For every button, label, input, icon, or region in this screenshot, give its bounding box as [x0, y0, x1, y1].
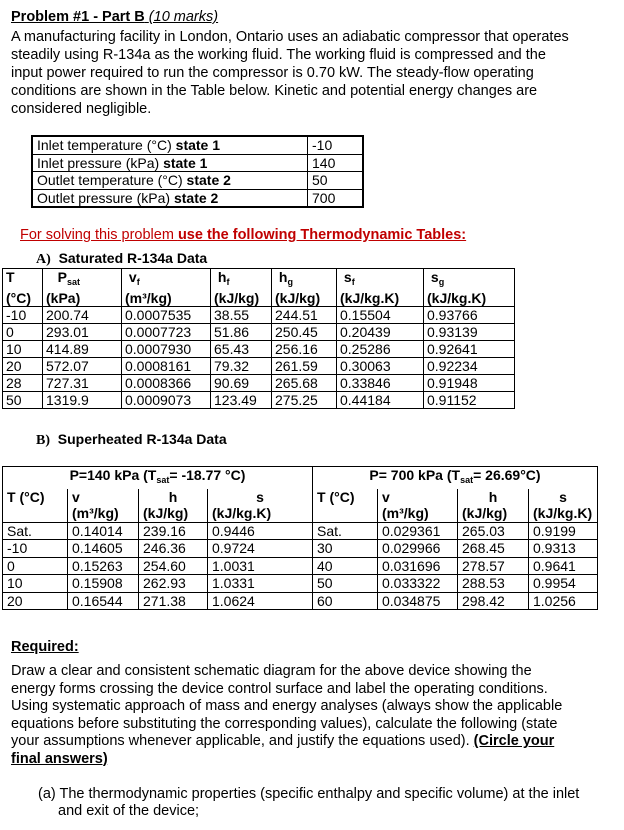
table-row: [3, 522, 598, 540]
unit-cell: (kJ/kg.K): [337, 290, 424, 307]
table-cell: 0.034875: [378, 592, 458, 610]
table-cell: 20: [3, 592, 68, 610]
statement-line: A manufacturing facility in London, Ontario uses an adiabatic compressor that operates: [11, 29, 569, 45]
statement-line: steadily using R-134a as the working fluid. The working fluid is compressed and the: [11, 47, 546, 63]
table-row: [3, 575, 598, 593]
table-cell: 0: [3, 324, 43, 341]
table-cell: 40: [313, 557, 378, 575]
col-header: T: [3, 269, 43, 291]
table-row: [3, 375, 515, 392]
table-cell: 20: [3, 358, 43, 375]
table-cell: 90.69: [211, 375, 272, 392]
unit-cell: (kJ/kg): [139, 505, 208, 522]
table-cell: 239.16: [139, 522, 208, 540]
superheated-table: [2, 466, 598, 610]
col-header: $s_g$: [424, 269, 515, 291]
condition-value: -10: [308, 136, 364, 154]
table-cell: 0.9446: [208, 522, 313, 540]
table-cell: Sat.: [313, 522, 378, 540]
unit-cell: (m³/kg): [122, 290, 211, 307]
table-row: [32, 172, 363, 190]
saturated-heading: A) Saturated R-134a Data: [36, 250, 208, 267]
superheated-heading: B) Superheated R-134a Data: [36, 431, 227, 448]
unit-cell: [313, 505, 378, 522]
header-row: [3, 489, 598, 506]
table-cell: 1.0256: [529, 592, 598, 610]
unit-cell: (°C): [3, 290, 43, 307]
table-cell: 0.92641: [424, 341, 515, 358]
table-cell: 1.0331: [208, 575, 313, 593]
statement-line: considered negligible.: [11, 101, 152, 117]
table-cell: 275.25: [272, 392, 337, 409]
table-cell: 0.15908: [68, 575, 139, 593]
table-cell: 262.93: [139, 575, 208, 593]
required-heading: Required:: [11, 639, 79, 655]
table-cell: 0.0008366: [122, 375, 211, 392]
required-text: [11, 663, 605, 768]
table-cell: 0.029966: [378, 540, 458, 558]
required-line: Draw a clear and consistent schematic diagram for the above device showing the: [11, 663, 532, 679]
table-cell: 0.031696: [378, 557, 458, 575]
table-cell: 1319.9: [43, 392, 122, 409]
table-cell: 0.14605: [68, 540, 139, 558]
unit-cell: [3, 505, 68, 522]
table-cell: 123.49: [211, 392, 272, 409]
title-row: [3, 467, 598, 489]
table-cell: 0.15504: [337, 307, 424, 324]
table-cell: 28: [3, 375, 43, 392]
table-row: [32, 136, 363, 154]
unit-cell: (m³/kg): [378, 505, 458, 522]
table-cell: 268.45: [458, 540, 529, 558]
table-cell: 0.0007930: [122, 341, 211, 358]
table-cell: 0.029361: [378, 522, 458, 540]
table-cell: -10: [3, 307, 43, 324]
table-cell: -10: [3, 540, 68, 558]
table-cell: 0.25286: [337, 341, 424, 358]
table-cell: 0.92234: [424, 358, 515, 375]
table-cell: 250.45: [272, 324, 337, 341]
table-cell: 51.86: [211, 324, 272, 341]
table-cell: 0.16544: [68, 592, 139, 610]
condition-label: Inlet temperature (°C) state 1: [32, 136, 308, 154]
low-pressure-title: P=140 kPa ($T_{sat}= -18.77$ °C): [3, 467, 313, 489]
condition-label: Outlet pressure (kPa) state 2: [32, 189, 308, 207]
condition-value: 140: [308, 154, 364, 172]
table-cell: 0.44184: [337, 392, 424, 409]
table-cell: 60: [313, 592, 378, 610]
table-cell: 0.0008161: [122, 358, 211, 375]
unit-cell: (m³/kg): [68, 505, 139, 522]
col-header: $h_f$: [211, 269, 272, 291]
header-row: [3, 269, 515, 291]
required-line: equations before substituting the corresponding values), calculate the following (state: [11, 715, 558, 732]
col-header: v: [68, 489, 139, 506]
table-cell: 200.74: [43, 307, 122, 324]
part-a-question: [38, 786, 579, 820]
table-cell: 0.9199: [529, 522, 598, 540]
statement-line: conditions are shown in the Table below. Kinetic and potential energy changes are: [11, 83, 538, 99]
problem-statement: [11, 28, 611, 118]
condition-label: Inlet pressure (kPa) state 1: [32, 154, 308, 172]
table-cell: 38.55: [211, 307, 272, 324]
table-cell: 727.31: [43, 375, 122, 392]
table-cell: 265.68: [272, 375, 337, 392]
table-cell: 0.9641: [529, 557, 598, 575]
table-cell: 265.03: [458, 522, 529, 540]
table-cell: 0.0009073: [122, 392, 211, 409]
operating-conditions-table: [31, 135, 364, 208]
col-header: T (°C): [313, 489, 378, 506]
table-cell: 30: [313, 540, 378, 558]
table-cell: 0.14014: [68, 522, 139, 540]
col-header: $h_g$: [272, 269, 337, 291]
table-cell: 0.93139: [424, 324, 515, 341]
unit-cell: (kJ/kg): [211, 290, 272, 307]
table-cell: 50: [3, 392, 43, 409]
title-main: Problem #1 - Part B: [11, 9, 145, 25]
table-row: [3, 358, 515, 375]
table-row: [32, 189, 363, 207]
col-header: $v_f$: [122, 269, 211, 291]
col-header: s: [208, 489, 313, 506]
table-row: [3, 392, 515, 409]
table-cell: 0.0007723: [122, 324, 211, 341]
table-cell: 0.9954: [529, 575, 598, 593]
part-a-line: (a) The thermodynamic properties (specific enthalpy and specific volume) at the inlet: [38, 786, 580, 802]
condition-value: 50: [308, 172, 364, 190]
required-line: energy forms crossing the device control surface and label the operating conditions.: [11, 680, 548, 697]
table-cell: 10: [3, 575, 68, 593]
table-cell: 65.43: [211, 341, 272, 358]
problem-title: [11, 9, 218, 25]
table-cell: 0.9724: [208, 540, 313, 558]
part-a-line: and exit of the device;: [58, 803, 200, 819]
table-cell: 0.33846: [337, 375, 424, 392]
table-row: [3, 557, 598, 575]
col-header: h: [458, 489, 529, 506]
table-cell: 0.0007535: [122, 307, 211, 324]
units-row: [3, 290, 515, 307]
table-cell: Sat.: [3, 522, 68, 540]
table-cell: 293.01: [43, 324, 122, 341]
units-row: [3, 505, 598, 522]
col-header: v: [378, 489, 458, 506]
table-cell: 0.9313: [529, 540, 598, 558]
col-header: T (°C): [3, 489, 68, 506]
table-cell: 254.60: [139, 557, 208, 575]
table-row: [3, 307, 515, 324]
required-line: Using systematic approach of mass and energy analyses (always show the applicable: [11, 698, 563, 714]
instruction-line: For solving this problem use the following Thermodynamic Tables:: [20, 227, 467, 243]
table-cell: 261.59: [272, 358, 337, 375]
required-line: final answers): [11, 750, 108, 767]
statement-line: input power required to run the compressor is 0.70 kW. The steady-flow operating: [11, 65, 534, 81]
saturated-table: [2, 268, 515, 409]
table-row: [3, 324, 515, 341]
title-marks: (10 marks): [148, 9, 219, 25]
table-cell: 0.91948: [424, 375, 515, 392]
table-cell: 79.32: [211, 358, 272, 375]
table-cell: 10: [3, 341, 43, 358]
table-cell: 298.42: [458, 592, 529, 610]
table-cell: 256.16: [272, 341, 337, 358]
col-header: $s_f$: [337, 269, 424, 291]
table-cell: 0.30063: [337, 358, 424, 375]
unit-cell: (kJ/kg.K): [208, 505, 313, 522]
table-cell: 246.36: [139, 540, 208, 558]
unit-cell: (kPa): [43, 290, 122, 307]
col-header: h: [139, 489, 208, 506]
required-line: your assumptions whenever applicable, and justify the equations used). (Circle your: [11, 733, 555, 749]
table-cell: 278.57: [458, 557, 529, 575]
table-row: [3, 341, 515, 358]
table-cell: 414.89: [43, 341, 122, 358]
table-cell: 271.38: [139, 592, 208, 610]
table-cell: 288.53: [458, 575, 529, 593]
col-header: s: [529, 489, 598, 506]
unit-cell: (kJ/kg): [458, 505, 529, 522]
unit-cell: (kJ/kg): [272, 290, 337, 307]
condition-label: Outlet temperature (°C) state 2: [32, 172, 308, 190]
unit-cell: (kJ/kg.K): [424, 290, 515, 307]
table-cell: 0.93766: [424, 307, 515, 324]
table-row: [3, 540, 598, 558]
table-row: [32, 154, 363, 172]
table-cell: 1.0031: [208, 557, 313, 575]
high-pressure-title: P= 700 kPa $(T_{sat}= 26.69^\circ C)$: [313, 467, 598, 489]
table-cell: 50: [313, 575, 378, 593]
table-cell: 0.15263: [68, 557, 139, 575]
col-header: $P_{sat}$: [43, 269, 122, 291]
table-cell: 0.91152: [424, 392, 515, 409]
table-cell: 244.51: [272, 307, 337, 324]
table-cell: 0.20439: [337, 324, 424, 341]
table-cell: 0: [3, 557, 68, 575]
table-cell: 1.0624: [208, 592, 313, 610]
condition-value: 700: [308, 189, 364, 207]
unit-cell: (kJ/kg.K): [529, 505, 598, 522]
table-cell: 572.07: [43, 358, 122, 375]
table-cell: 0.033322: [378, 575, 458, 593]
table-row: [3, 592, 598, 610]
